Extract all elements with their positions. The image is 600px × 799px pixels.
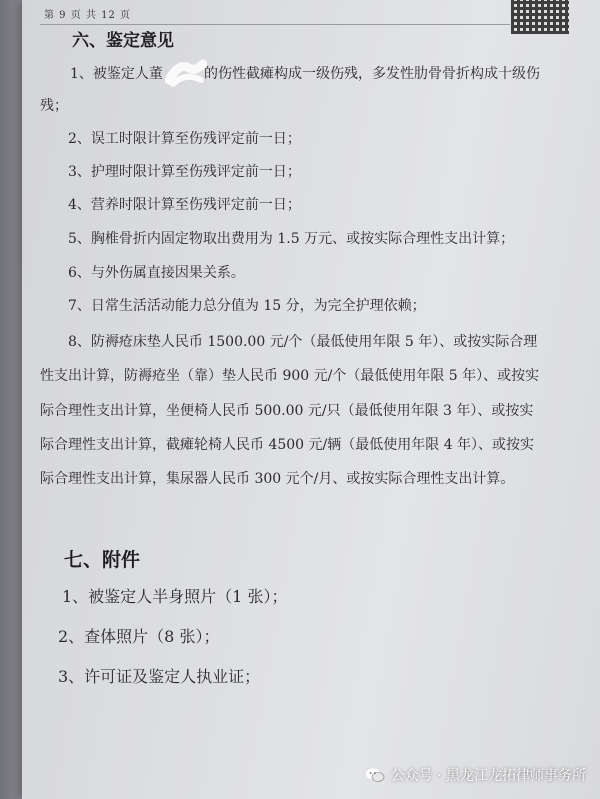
opinion-item-3: 3、护理时限计算至伤残评定前一日； <box>68 164 301 180</box>
attachment-item-2: 2、查体照片（8 张）； <box>58 627 220 646</box>
opinion-item-8-line-5: 际合理性支出计算，集尿器人民币 300 元个/月、或按实际合理性支出计算。 <box>40 471 515 487</box>
opinion-item-8-line-3: 际合理性支出计算，坐便椅人民币 500.00 元/只（最低使用年限 3 年）、或按实 <box>40 403 534 419</box>
opinion-item-7: 7、日常生活活动能力总分值为 15 分，为完全护理依赖； <box>68 298 426 314</box>
opinion-item-8-line-1: 8、防褥疮床垫人民币 1500.00 元/个（最低使用年限 5 年）、或按实际合理 <box>68 334 538 350</box>
page-number: 第 9 页 共 12 页 <box>44 10 131 21</box>
opinion-item-1-rest: 的伤性截瘫构成一级伤残，多发性肋骨骨折构成十级伤 <box>204 66 540 82</box>
attachment-item-3: 3、许可证及鉴定人执业证； <box>58 667 261 686</box>
watermark <box>365 765 586 785</box>
opinion-item-1-start: 1、被鉴定人董 <box>70 66 163 82</box>
redaction-mark-icon <box>165 58 207 88</box>
opinion-item-8-line-4: 际合理性支出计算，截瘫轮椅人民币 4500 元/辆（最低使用年限 4 年）、或按实 <box>40 437 535 453</box>
attachment-item-1: 1、被鉴定人半身照片（1 张）； <box>62 587 288 606</box>
opinion-item-5: 5、胸椎骨折内固定物取出费用为 1.5 万元、或按实际合理性支出计算； <box>68 231 515 247</box>
book-gutter <box>0 0 22 799</box>
section-title-opinion: 六、鉴定意见 <box>72 31 174 51</box>
opinion-item-1-end: 残； <box>40 98 68 114</box>
opinion-item-6: 6、与外伤属直接因果关系。 <box>68 265 245 281</box>
qr-code-icon <box>511 0 569 34</box>
opinion-item-8-line-2: 性支出计算，防褥疮坐（靠）垫人民币 900 元/个（最低使用年限 5 年）、或按实 <box>40 368 540 384</box>
opinion-item-4: 4、营养时限计算至伤残评定前一日； <box>68 197 301 213</box>
watermark-text: 公众号 · 黑龙江龙拓律师事务所 <box>390 768 586 784</box>
wechat-icon <box>365 767 385 783</box>
opinion-item-2: 2、误工时限计算至伤残评定前一日； <box>68 131 301 147</box>
section-title-attachments: 七、附件 <box>64 549 141 571</box>
